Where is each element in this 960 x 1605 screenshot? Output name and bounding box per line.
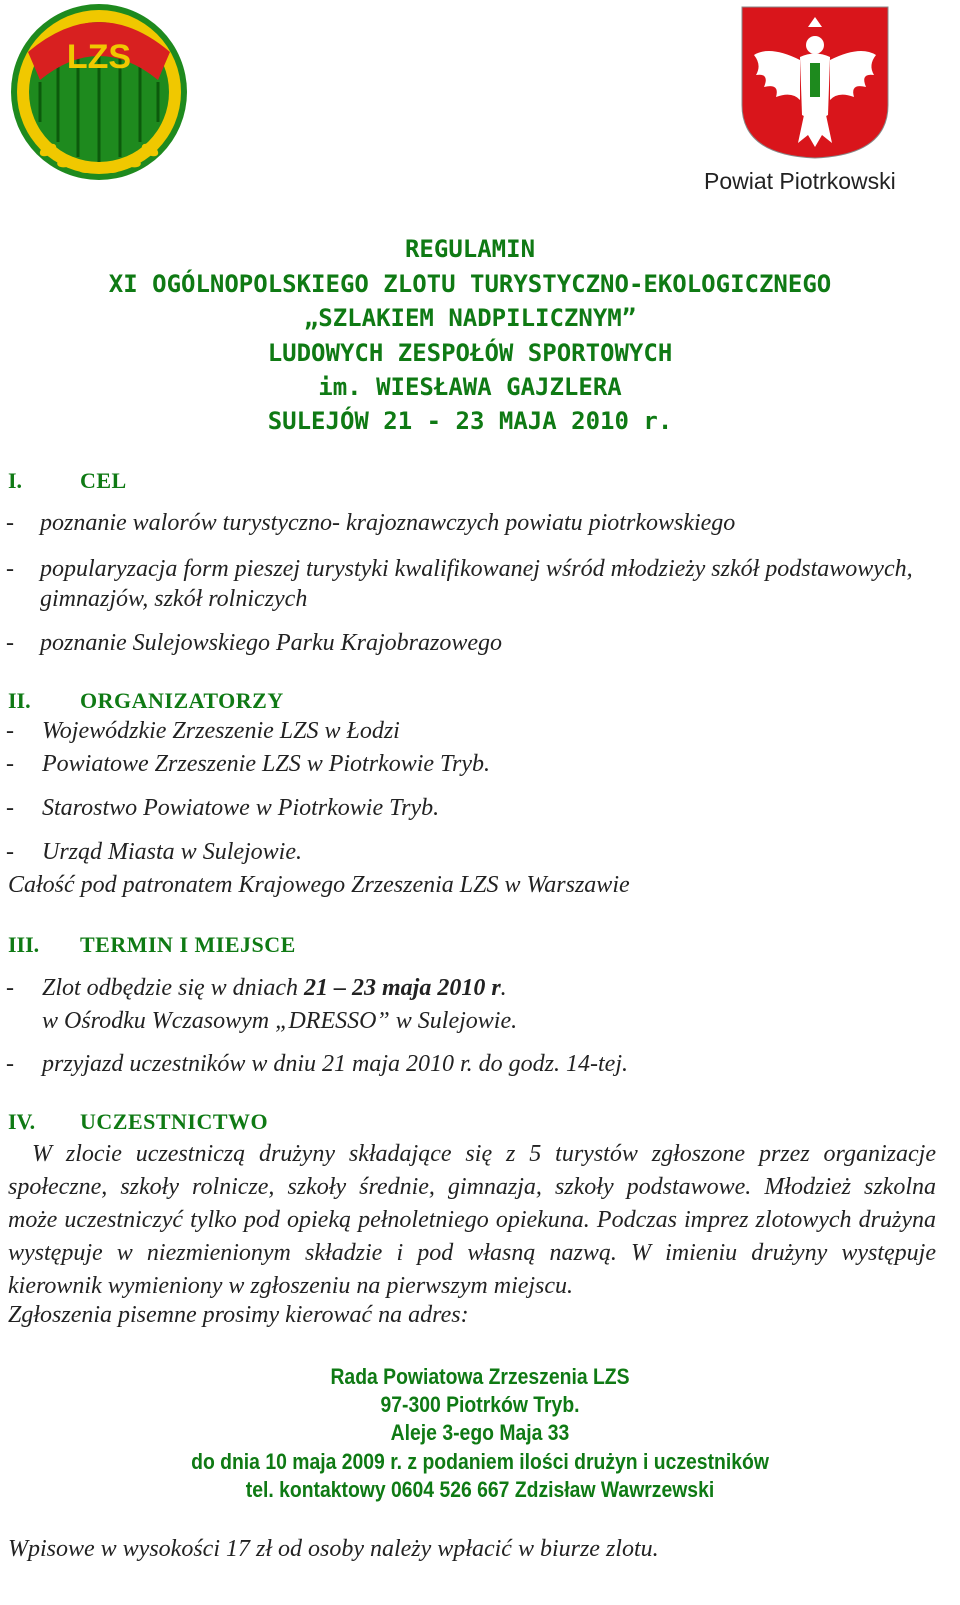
powiat-coat-of-arms bbox=[740, 5, 890, 160]
fee-note: Wpisowe w wysokości 17 zł od osoby należy wpłacić w biurze zlotu. bbox=[8, 1536, 659, 1562]
section-termin-number: III. bbox=[8, 932, 40, 957]
list-dash: - bbox=[6, 718, 14, 744]
lzs-logo bbox=[8, 2, 190, 182]
section-organizatorzy-number: II. bbox=[8, 688, 31, 713]
address-contact: tel. kontaktowy 0604 526 667 Zdzisław Wawrzewski bbox=[245, 1477, 715, 1502]
termin-line-2: w Ośrodku Wczasowym „DRESSO” w Sulejowie. bbox=[42, 1008, 518, 1034]
list-dash: - bbox=[6, 510, 14, 536]
termin-suffix: . bbox=[500, 975, 507, 1001]
uczestnictwo-line-4: występuje w niezmienionym składzie i pod własną nazwą. W imieniu drużyny występuje bbox=[8, 1240, 936, 1266]
list-dash: - bbox=[6, 839, 14, 865]
cel-item-1: poznanie walorów turystyczno- krajoznawczych powiatu piotrkowskiego bbox=[40, 510, 736, 536]
cel-item-2: popularyzacja form pieszej turystyki kwalifikowanej wśród młodzieży szkół podstawowych, bbox=[40, 556, 913, 582]
patronage-note: Całość pod patronatem Krajowego Zrzeszenia LZS w Warszawie bbox=[8, 872, 630, 898]
section-termin-title: TERMIN I MIEJSCE bbox=[80, 932, 296, 957]
lzs-logo-graphic bbox=[8, 2, 190, 182]
section-cel-number: I. bbox=[8, 468, 23, 493]
uczestnictwo-line-3: może uczestniczyć tylko pod opieką pełnoletniego opiekuna. Podczas imprez zlotowych drużyna bbox=[8, 1207, 936, 1233]
address-intro: Zgłoszenia pisemne prosimy kierować na adres: bbox=[8, 1302, 469, 1328]
list-dash: - bbox=[6, 795, 14, 821]
termin-line-3: przyjazd uczestników w dniu 21 maja 2010 r. do godz. 14-tej. bbox=[42, 1051, 628, 1077]
cel-item-3: poznanie Sulejowskiego Parku Krajobrazowego bbox=[40, 630, 502, 656]
cel-item-2-cont: gimnazjów, szkół rolniczych bbox=[40, 586, 308, 612]
organizator-4: Urząd Miasta w Sulejowie. bbox=[42, 839, 303, 865]
termin-prefix: Zlot odbędzie się w dniach bbox=[42, 975, 298, 1001]
svg-text:LZS: LZS bbox=[66, 38, 132, 76]
title-line-3: „SZLAKIEM NADPILICZNYM” bbox=[303, 304, 637, 332]
address-line-3: Aleje 3-ego Maja 33 bbox=[390, 1420, 570, 1445]
section-uczestnictwo-title: UCZESTNICTWO bbox=[80, 1109, 269, 1134]
list-dash: - bbox=[6, 751, 14, 777]
title-line-2: XI OGÓLNOPOLSKIEGO ZLOTU TURYSTYCZNO-EKOLOGICZNEGO bbox=[108, 270, 832, 298]
organizator-2: Powiatowe Zrzeszenie LZS w Piotrkowie Tryb. bbox=[42, 751, 491, 777]
section-cel-title: CEL bbox=[80, 468, 127, 493]
address-line-1: Rada Powiatowa Zrzeszenia LZS bbox=[330, 1364, 630, 1389]
uczestnictwo-line-2: społeczne, szkoły rolnicze, szkoły średnie, gimnazja, szkoły podstawowe. Młodzież szkolna bbox=[8, 1174, 936, 1200]
list-dash: - bbox=[6, 975, 14, 1001]
termin-dates: 21 – 23 maja 2010 r bbox=[303, 975, 501, 1001]
powiat-caption: Powiat Piotrkowski bbox=[704, 168, 896, 194]
organizator-3: Starostwo Powiatowe w Piotrkowie Tryb. bbox=[42, 795, 440, 821]
coat-of-arms-graphic bbox=[740, 5, 890, 160]
termin-line-1 bbox=[42, 975, 507, 1002]
section-organizatorzy-title: ORGANIZATORZY bbox=[80, 688, 284, 713]
title-line-1: REGULAMIN bbox=[404, 235, 536, 263]
list-dash: - bbox=[6, 630, 14, 656]
title-line-6: SULEJÓW 21 - 23 MAJA 2010 r. bbox=[267, 407, 673, 435]
uczestnictwo-line-5: kierownik wymieniony w zgłoszeniu na pierwszym miejscu. bbox=[8, 1273, 574, 1299]
address-deadline: do dnia 10 maja 2009 r. z podaniem ilości drużyn i uczestników bbox=[191, 1449, 769, 1474]
title-line-4: LUDOWYCH ZESPOŁÓW SPORTOWYCH bbox=[267, 339, 673, 367]
section-uczestnictwo-number: IV. bbox=[8, 1109, 36, 1134]
list-dash: - bbox=[6, 1051, 14, 1077]
title-line-5: im. WIESŁAWA GAJZLERA bbox=[318, 373, 622, 401]
list-dash: - bbox=[6, 556, 14, 582]
address-line-2: 97-300 Piotrków Tryb. bbox=[380, 1392, 580, 1417]
uczestnictwo-line-1: W zlocie uczestniczą drużyny składające się z 5 turystów zgłoszone przez organizacje bbox=[32, 1141, 936, 1167]
organizator-1: Wojewódzkie Zrzeszenie LZS w Łodzi bbox=[42, 718, 400, 744]
